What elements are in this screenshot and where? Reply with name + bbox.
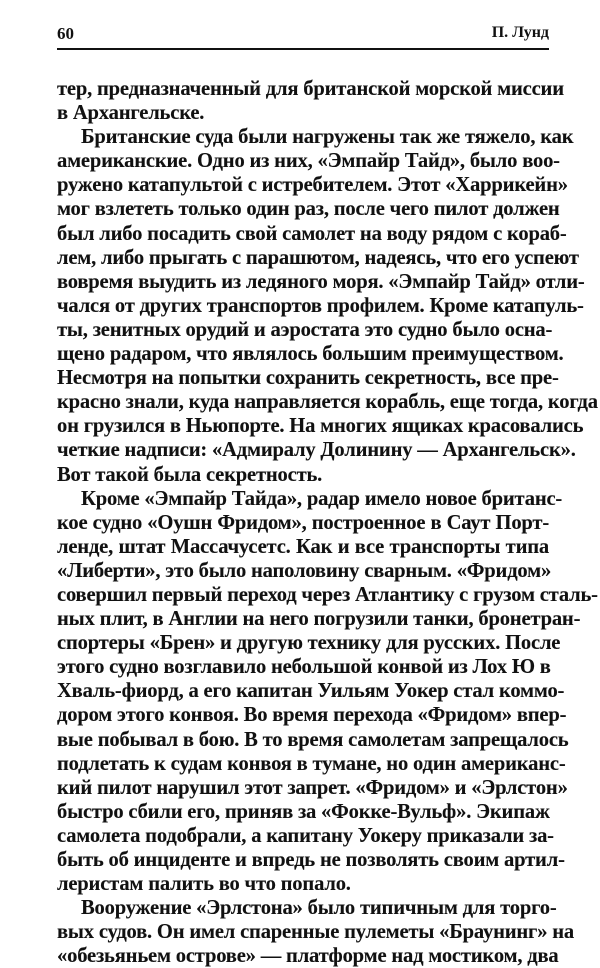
text-line: «обезьяньем острове» — платформе над мостиком, два [57,945,559,968]
text-line: кое судно «Оушн Фридом», построенное в Саут Порт- [57,511,549,534]
text-line: вовремя выудить из ледяного моря. «Эмпайр Тайд» отли- [57,270,585,293]
text-line: Британские суда были нагружены так же тяжело, как [81,126,574,149]
text-line: был либо посадить свой самолет на воду рядом с кораб- [57,222,567,245]
text-line: он грузился в Ньюпорте. На многих ящиках красовались [57,415,584,438]
text-line: совершил первый переход через Атлантику с грузом сталь- [57,583,598,606]
text-line: «Либерти», это было наполовину сварным. «Фридом» [57,559,552,582]
paragraph [57,125,598,486]
text-line: тер, предназначенный для британской морской миссии [57,78,564,100]
text-line: красно знали, куда направляется корабль, еще тогда, когда [57,391,598,414]
text-line: быстро сбили его, приняв за «Фокке-Вульф». Экипаж [57,800,550,823]
text-line: в Архангельске. [57,102,205,125]
text-line: подлетать к судам конвоя в тумане, но один американс- [57,752,566,775]
text-line: американские. Одно из них, «Эмпайр Тайд», было воо- [57,150,560,173]
text-line: Кроме «Эмпайр Тайда», радар имело новое британс- [81,487,563,510]
running-head-author: П. Лунд [491,24,549,41]
paragraph [57,77,564,125]
text-line: ты, зенитных орудий и аэростата это судно было осна- [57,318,553,341]
text-line: чался от других транспортов профилем. Кроме катапуль- [57,294,584,317]
text-line: спортеры «Брен» и другую технику для русских. После [57,632,561,655]
text-line: четкие надписи: «Адмиралу Долинину — Архангельск». [57,439,576,462]
text-line: Вот такой была секретность. [57,463,323,486]
page-number: 60 [57,24,74,43]
running-header [57,22,549,50]
text-line: лем, либо прыгать с парашютом, надеясь, что его успеют [57,246,579,269]
text-line: кий пилот нарушил этот запрет. «Фридом» и «Эрлстон» [57,776,568,799]
text-line: ружено катапультой с истребителем. Этот «Харрикейн» [57,174,568,197]
text-line: вые побывал в бою. В то время самолетам запрещалось [57,728,569,751]
text-line: самолета подобрали, а капитану Уокеру приказали за- [57,824,554,847]
text-line: Несмотря на попытки сохранить секретность, все пре- [57,367,559,390]
text-line: леристам палить во что попало. [57,873,351,896]
paragraph [57,896,575,968]
text-line: мог взлететь только один раз, после чего пилот должен [57,198,560,221]
text-line: ных плит, в Англии на него погрузили танки, бронетран- [57,608,581,631]
text-line: дором этого конвоя. Во время перехода «Фридом» впер- [57,704,567,727]
body-text [57,77,598,968]
text-line: вых судов. Он имел спаренные пулеметы «Браунинг» на [57,921,575,944]
paragraph [57,487,598,897]
text-line: быть об инциденте и впредь не позволять своим артил- [57,849,565,871]
text-line: этого судно возглавило небольшой конвой из Лох Ю в [57,656,551,679]
text-line: щено радаром, что являлось большим преимуществом. [57,343,564,366]
text-line: Вооружение «Эрлстона» было типичным для торго- [81,897,557,920]
text-line: ленде, штат Массачусетс. Как и все транспорты типа [57,535,549,558]
text-line: Хваль-фиорд, а его капитан Уильям Уокер стал коммо- [57,680,565,703]
